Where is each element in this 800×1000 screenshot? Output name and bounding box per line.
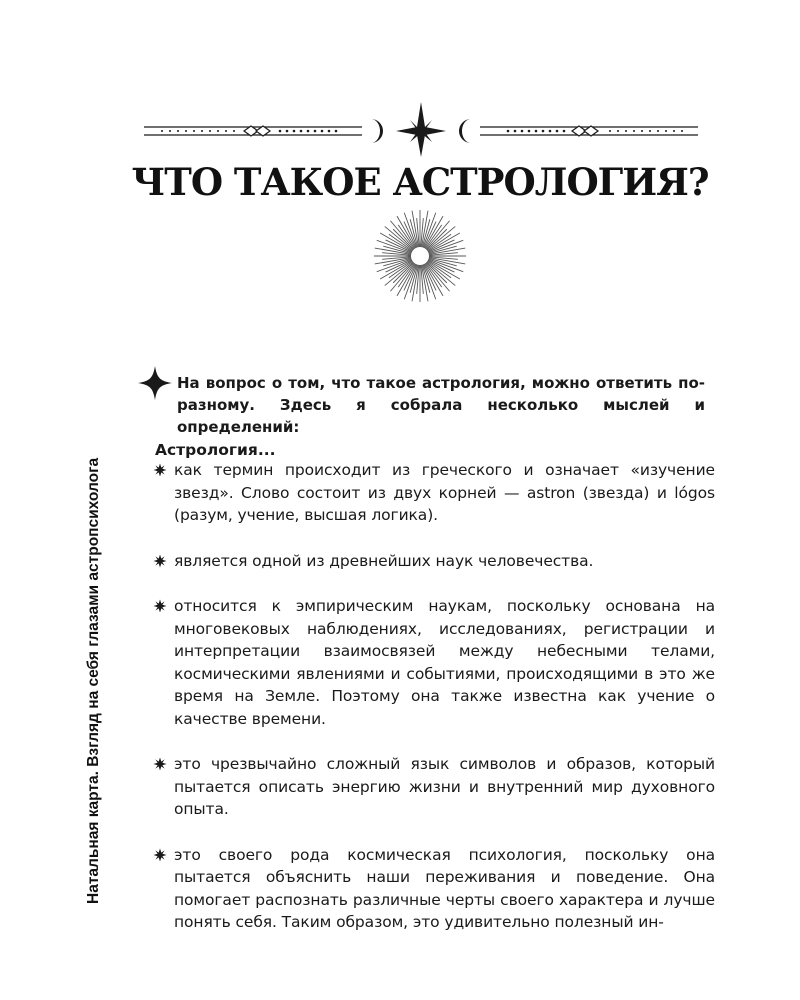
starburst-bullet-icon bbox=[153, 554, 167, 568]
list-item-text: это чрезвычайно сложный язык символов и образов, который пытается описать энергию жизни и внутренний мир духовного опыта. bbox=[174, 755, 715, 818]
list-item bbox=[153, 459, 715, 527]
section-heading: Астрология... bbox=[155, 441, 276, 459]
starburst-bullet-icon bbox=[153, 757, 167, 771]
intro-paragraph: На вопрос о том, что такое астрология, можно ответить по-разному. Здесь я собрала несколько мыслей и определений: bbox=[177, 374, 705, 436]
list-item bbox=[153, 844, 715, 934]
running-head: Натальная карта. Взгляд на себя глазами астропсихолога bbox=[85, 457, 102, 904]
list-item-text: относится к эмпирическим наукам, поскольку основана на многовековых наблюдениях, исследованиях, регистрации и интерпретации взаимосвязей между небесными телами, космическими явлениями и событиями, происходящими в это же время на Земле. Поэтому она также известна как учение о качестве времени. bbox=[174, 597, 715, 728]
list-item bbox=[153, 753, 715, 821]
definition-list bbox=[153, 459, 715, 934]
sunburst-icon bbox=[370, 206, 470, 306]
starburst-bullet-icon bbox=[153, 848, 167, 862]
list-item-text: как термин происходит из греческого и означает «изучение звезд». Слово состоит из двух корней — astron (звезда) и lógos (разум, учение, высшая логика). bbox=[174, 461, 715, 524]
list-item-text: это своего рода космическая психология, поскольку она пытается объяснить наши переживания и поведение. Она помогает распознать различные черты своего характера и лучше понять себя. Таким образом, это удивительно полезный ин- bbox=[174, 845, 715, 931]
list-item-text: является одной из древнейших наук человечества. bbox=[174, 551, 594, 570]
page-title: ЧТО ТАКОЕ АСТРОЛОГИЯ? bbox=[131, 160, 709, 204]
four-point-star-icon bbox=[136, 364, 174, 402]
list-item bbox=[153, 550, 715, 573]
list-item bbox=[153, 595, 715, 730]
starburst-bullet-icon bbox=[153, 463, 167, 477]
starburst-bullet-icon bbox=[153, 599, 167, 613]
moon-star-moon-divider-icon bbox=[140, 100, 702, 158]
